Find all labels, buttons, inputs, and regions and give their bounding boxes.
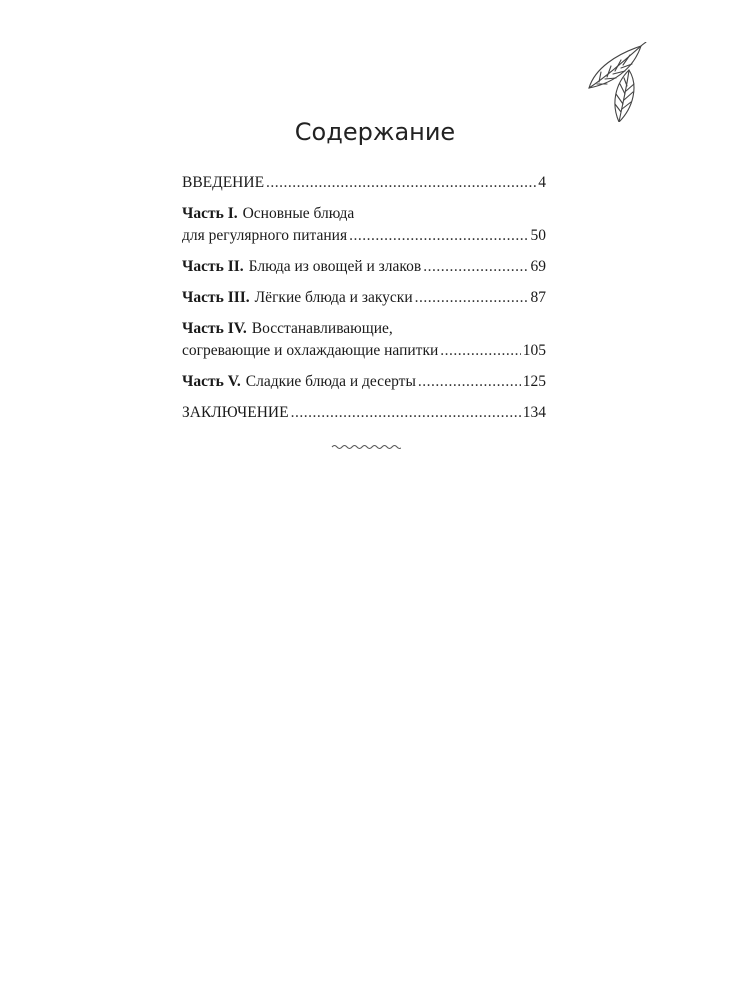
- toc-part-label: Часть V.: [182, 373, 241, 390]
- wavy-line-divider: [331, 441, 401, 453]
- toc-line: [182, 256, 546, 278]
- toc-entry: [182, 371, 546, 393]
- toc-entry-title: Восстанавливающие,: [251, 320, 393, 337]
- dot-leader: [440, 340, 520, 362]
- page-title: Содержание: [294, 118, 456, 146]
- dot-leader: [291, 402, 521, 424]
- toc-page-number: 4: [538, 174, 546, 191]
- toc-page-number: 69: [530, 258, 546, 275]
- toc-entry: [182, 318, 546, 362]
- toc-entry-title: для регулярного питания: [182, 227, 348, 244]
- toc-entry-title: Лёгкие блюда и закуски: [254, 289, 413, 306]
- dot-leader: [423, 256, 528, 278]
- toc-line: [182, 402, 546, 424]
- dot-leader: [418, 371, 521, 393]
- toc-page-number: 134: [522, 404, 546, 421]
- toc-entry-title: Сладкие блюда и десерты: [245, 373, 416, 390]
- toc-entry: [182, 402, 546, 424]
- toc-entry: [182, 203, 546, 247]
- toc-line: [182, 371, 546, 393]
- toc-line: [182, 172, 546, 194]
- toc-entry-title: Блюда из овощей и злаков: [248, 258, 422, 275]
- toc-line: [182, 287, 546, 309]
- leaves-icon: [585, 42, 647, 122]
- toc-line: [182, 318, 546, 340]
- toc-part-label: Часть IV.: [182, 320, 247, 337]
- toc-part-label: Часть I.: [182, 205, 238, 222]
- toc-page-number: 50: [530, 227, 546, 244]
- dot-leader: [349, 225, 528, 247]
- toc-entry-title: Основные блюда: [242, 205, 355, 222]
- toc-entry: [182, 287, 546, 309]
- toc-entry: [182, 256, 546, 278]
- dot-leader: [266, 172, 536, 194]
- toc-line: [182, 225, 546, 247]
- toc-entry-title: ЗАКЛЮЧЕНИЕ: [182, 404, 289, 421]
- toc-line: [182, 203, 546, 225]
- toc-entry: [182, 172, 546, 194]
- toc-page-number: 105: [522, 342, 546, 359]
- toc-line: [182, 340, 546, 362]
- toc-page-number: 87: [530, 289, 546, 306]
- toc-entry-title: ВВЕДЕНИЕ: [182, 174, 265, 191]
- toc-part-label: Часть III.: [182, 289, 250, 306]
- toc-part-label: Часть II.: [182, 258, 244, 275]
- toc-page-number: 125: [522, 373, 546, 390]
- toc-entry-title: согревающие и охлаждающие напитки: [182, 342, 439, 359]
- table-of-contents: [182, 172, 546, 433]
- dot-leader: [415, 287, 529, 309]
